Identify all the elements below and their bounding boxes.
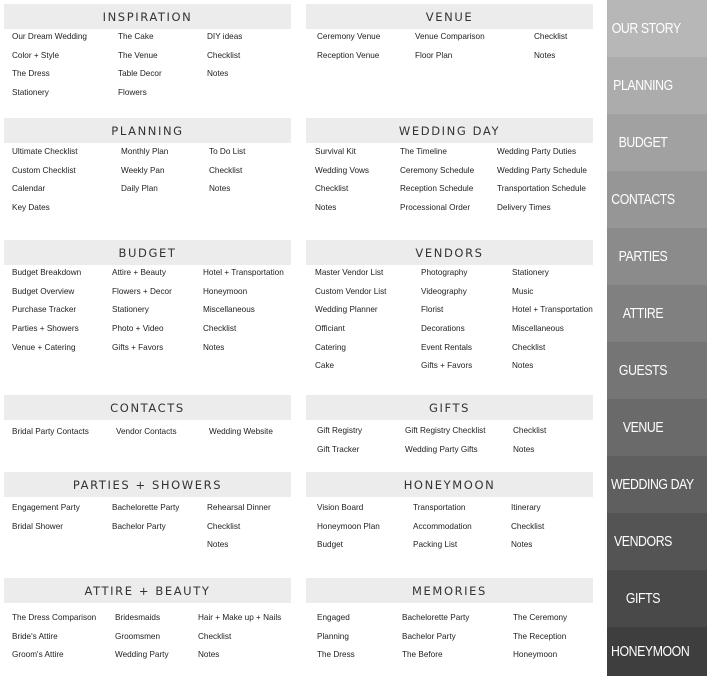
section-vendors-links (306, 240, 593, 380)
section-vendors-column-1 (315, 264, 386, 376)
index-link[interactable]: Hotel + Transportation (203, 268, 284, 277)
index-link[interactable]: The Before (402, 650, 443, 660)
index-link[interactable]: Stationery (12, 88, 49, 98)
section-budget-column-2 (112, 264, 172, 357)
index-link[interactable]: Itinerary (511, 503, 541, 512)
index-link[interactable]: Weekly Pan (121, 165, 165, 175)
index-link[interactable]: Wedding Website (209, 427, 273, 436)
section-attire-beauty-column-3 (198, 609, 281, 665)
index-link[interactable]: Notes (207, 69, 229, 79)
index-link[interactable]: Budget Overview (12, 286, 75, 296)
index-link[interactable]: Catering (315, 342, 346, 352)
index-link[interactable]: Floor Plan (415, 50, 453, 60)
index-link[interactable]: Notes (203, 342, 225, 352)
index-link[interactable]: The Cake (118, 32, 154, 41)
index-link[interactable]: Flowers + Decor (112, 286, 172, 296)
index-link[interactable]: Checklist (511, 521, 545, 531)
index-link[interactable]: Bachelor Party (402, 631, 456, 641)
index-link[interactable]: The Reception (513, 631, 567, 641)
section-vendors (306, 240, 593, 380)
section-gifts-column-1 (317, 422, 362, 459)
index-link[interactable]: Transportation (413, 503, 466, 512)
index-link[interactable]: The Venue (118, 50, 158, 60)
section-vendors-column-3 (512, 264, 593, 376)
section-inspiration (4, 4, 291, 110)
section-memories-title: MEMORIES (306, 578, 593, 603)
section-memories-column-1 (317, 609, 355, 665)
index-link[interactable]: Bridal Shower (12, 521, 63, 531)
index-link[interactable]: Packing List (413, 540, 458, 550)
index-link[interactable]: Reception Venue (317, 50, 380, 60)
section-wedding-day-links (306, 118, 593, 224)
index-link[interactable]: Venue Comparison (415, 32, 485, 41)
index-link[interactable]: Photography (421, 268, 468, 277)
index-link[interactable]: Notes (534, 50, 556, 60)
section-inspiration-title: INSPIRATION (4, 4, 291, 29)
section-venue-title: VENUE (306, 4, 593, 29)
section-vendors-title: VENDORS (306, 240, 593, 265)
index-link[interactable]: Checklist (198, 631, 232, 641)
section-venue-column-3 (534, 28, 567, 65)
sidebar-tab-label: BUDGET (618, 134, 668, 151)
section-wedding-day-column-1 (315, 143, 369, 218)
index-link[interactable]: Master Vendor List (315, 268, 384, 277)
index-link[interactable]: Gift Registry Checklist (405, 426, 486, 435)
index-link[interactable]: Groomsmen (115, 631, 161, 641)
index-link[interactable]: Honeymoon (513, 650, 558, 660)
index-link[interactable]: Bridesmaids (115, 613, 161, 622)
index-link[interactable]: Hair + Make up + Nails (198, 613, 282, 622)
sidebar-tab-label: HONEYMOON (611, 643, 690, 660)
index-link[interactable]: Stationery (512, 268, 549, 277)
section-attire-beauty (4, 578, 291, 673)
section-planning (4, 118, 291, 224)
index-link[interactable]: Budget (317, 540, 343, 550)
index-link[interactable]: Miscellaneous (512, 324, 564, 334)
index-link[interactable]: Vendor Contacts (116, 427, 177, 436)
sidebar-tab-planning[interactable] (607, 57, 707, 114)
sidebar-tab-label: PARTIES (618, 248, 668, 265)
sidebar-tab-label: ATTIRE (622, 305, 664, 322)
index-link[interactable]: Hotel + Transportation (512, 305, 593, 315)
index-link[interactable]: Ceremony Schedule (400, 165, 475, 175)
section-budget-column-1 (12, 264, 81, 357)
index-link[interactable]: Notes (315, 203, 337, 213)
index-link[interactable]: Processional Order (400, 203, 471, 213)
section-budget-links (4, 240, 291, 380)
index-link[interactable]: Notes (511, 540, 533, 550)
index-link[interactable]: Bride's Attire (12, 631, 58, 641)
index-link[interactable]: Daily Plan (121, 184, 158, 194)
section-planning-title: PLANNING (4, 118, 291, 143)
section-honeymoon-column-1 (317, 499, 380, 555)
sidebar-tab-label: OUR STORY (611, 20, 681, 37)
sidebar-tab-gifts[interactable] (607, 570, 707, 627)
index-link[interactable]: Reception Schedule (400, 184, 474, 194)
index-link[interactable]: Budget Breakdown (12, 268, 82, 277)
section-memories-column-2 (402, 609, 469, 665)
index-link[interactable]: Officiant (315, 324, 345, 334)
section-honeymoon (306, 472, 593, 562)
section-parties-showers (4, 472, 291, 562)
index-link[interactable]: Engagement Party (12, 503, 80, 512)
index-link[interactable]: Monthly Plan (121, 147, 169, 156)
index-link[interactable]: Flowers (118, 88, 147, 98)
index-link[interactable]: Accommodation (413, 521, 472, 531)
section-inspiration-column-3 (207, 28, 242, 84)
index-link[interactable]: Wedding Vows (315, 165, 370, 175)
section-vendors-column-2 (421, 264, 472, 376)
index-link[interactable]: Miscellaneous (203, 305, 255, 315)
index-link[interactable]: Attire + Beauty (112, 268, 166, 277)
section-memories-column-3 (513, 609, 567, 665)
index-link[interactable]: To Do List (209, 147, 246, 156)
index-link[interactable]: Bridal Party Contacts (12, 427, 89, 436)
section-venue (306, 4, 593, 110)
section-parties-showers-links (4, 472, 291, 562)
section-attire-beauty-links (4, 578, 291, 673)
section-memories (306, 578, 593, 673)
index-link[interactable]: Notes (207, 540, 229, 550)
section-honeymoon-column-3 (511, 499, 544, 555)
section-contacts-title: CONTACTS (4, 395, 291, 420)
index-link[interactable]: Wedding Party Schedule (497, 165, 587, 175)
section-contacts-column-3 (209, 423, 273, 442)
section-wedding-day (306, 118, 593, 224)
section-planning-links (4, 118, 291, 224)
index-link[interactable]: The Dress (12, 69, 50, 79)
sidebar-tab-label: WEDDING DAY (611, 476, 694, 493)
sidebar-tab-label: VENDORS (613, 533, 672, 550)
index-link[interactable]: Engaged (317, 613, 350, 622)
index-link[interactable]: Photo + Video (112, 324, 164, 334)
section-planning-column-1 (12, 143, 78, 218)
sidebar-tab-label: VENUE (622, 419, 664, 436)
index-link[interactable]: Delivery Times (497, 203, 551, 213)
section-venue-column-1 (317, 28, 380, 65)
section-inspiration-column-1 (12, 28, 87, 103)
sidebar-tab-our-story[interactable] (607, 0, 707, 57)
index-link[interactable]: Checklist (512, 342, 546, 352)
index-link[interactable]: Gifts + Favors (421, 361, 473, 371)
section-wedding-day-title: WEDDING DAY (306, 118, 593, 143)
index-link[interactable]: Event Rentals (421, 342, 472, 352)
index-link[interactable]: The Ceremony (513, 613, 568, 622)
index-link[interactable]: Stationery (112, 305, 149, 315)
index-link[interactable]: Bachelor Party (112, 521, 166, 531)
section-attire-beauty-title: ATTIRE + BEAUTY (4, 578, 291, 603)
sidebar-tab-vendors[interactable] (607, 513, 707, 570)
index-link[interactable]: Ultimate Checklist (12, 147, 78, 156)
index-link[interactable]: Checklist (209, 165, 243, 175)
index-link[interactable]: Wedding Planner (315, 305, 378, 315)
index-link[interactable]: Honeymoon (203, 286, 248, 296)
section-memories-links (306, 578, 593, 673)
index-link[interactable]: Decorations (421, 324, 465, 334)
index-link[interactable]: Music (512, 286, 534, 296)
section-contacts-links (4, 395, 291, 455)
index-link[interactable]: Checklist (207, 521, 241, 531)
index-link[interactable]: Notes (512, 361, 534, 371)
index-link[interactable]: Planning (317, 631, 349, 641)
index-link[interactable]: Custom Vendor List (315, 286, 387, 296)
index-link[interactable]: Venue + Catering (12, 342, 76, 352)
index-link[interactable]: Key Dates (12, 203, 50, 213)
section-honeymoon-column-2 (413, 499, 472, 555)
sidebar-tab-honeymoon[interactable] (607, 627, 707, 676)
index-link[interactable]: DIY ideas (207, 32, 243, 41)
section-contacts-column-1 (12, 423, 89, 442)
index-link[interactable]: Groom's Attire (12, 650, 64, 660)
section-planning-column-3 (209, 143, 245, 199)
sidebar-tab-budget[interactable] (607, 114, 707, 171)
section-gifts (306, 395, 593, 465)
index-link[interactable]: The Dress Comparison (12, 613, 97, 622)
sidebar-tab-label: PLANNING (613, 77, 673, 94)
section-attire-beauty-column-2 (115, 609, 169, 665)
section-venue-column-2 (415, 28, 485, 65)
section-budget-column-3 (203, 264, 284, 357)
section-parties-showers-column-3 (207, 499, 271, 555)
index-link[interactable]: Notes (209, 184, 231, 194)
index-link[interactable]: Notes (513, 444, 535, 454)
index-link[interactable]: Honeymoon Plan (317, 521, 380, 531)
index-link[interactable]: Purchase Tracker (12, 305, 77, 315)
section-budget-title: BUDGET (4, 240, 291, 265)
sidebar-tab-wedding-day[interactable] (607, 456, 707, 513)
index-link[interactable]: Bachelorette Party (402, 613, 470, 622)
sidebar-tab-venue[interactable] (607, 399, 707, 456)
section-budget (4, 240, 291, 380)
section-gifts-title: GIFTS (306, 395, 593, 420)
index-link[interactable]: Videography (421, 286, 467, 296)
index-link[interactable]: Transportation Schedule (497, 184, 586, 194)
index-link[interactable]: Checklist (534, 32, 568, 41)
sidebar-tab-attire[interactable] (607, 285, 707, 342)
index-link[interactable]: Gifts + Favors (112, 342, 164, 352)
index-link[interactable]: Table Decor (118, 69, 162, 79)
section-wedding-day-column-2 (400, 143, 474, 218)
sidebar-tab-label: GUESTS (618, 362, 668, 379)
index-link[interactable]: Wedding Party (115, 650, 169, 660)
section-inspiration-column-2 (118, 28, 162, 103)
section-inspiration-links (4, 4, 291, 110)
section-parties-showers-column-1 (12, 499, 80, 536)
index-link[interactable]: Calendar (12, 184, 46, 194)
index-link[interactable]: Rehearsal Dinner (207, 503, 271, 512)
index-link[interactable]: Ceremony Venue (317, 32, 381, 41)
section-contacts (4, 395, 291, 455)
index-link[interactable]: Survival Kit (315, 147, 356, 156)
sidebar-tab-label: GIFTS (625, 590, 661, 607)
sidebar-tab-strip (607, 0, 694, 676)
index-link[interactable]: Gift Tracker (317, 444, 360, 454)
section-attire-beauty-column-1 (12, 609, 96, 665)
index-link[interactable]: The Timeline (400, 147, 447, 156)
section-gifts-column-3 (513, 422, 546, 459)
section-honeymoon-links (306, 472, 593, 562)
index-link[interactable]: Checklist (207, 50, 241, 60)
index-link[interactable]: Custom Checklist (12, 165, 76, 175)
index-link[interactable]: Wedding Party Gifts (405, 444, 478, 454)
section-honeymoon-title: HONEYMOON (306, 472, 593, 497)
section-venue-links (306, 4, 593, 110)
index-link[interactable]: Parties + Showers (12, 324, 79, 334)
index-link[interactable]: Our Dream Wedding (12, 32, 87, 41)
section-gifts-links (306, 395, 593, 465)
index-link[interactable]: Wedding Party Duties (497, 147, 577, 156)
sidebar-tab-parties[interactable] (607, 228, 707, 285)
index-link[interactable]: Florist (421, 305, 444, 315)
index-link[interactable]: Gift Registry (317, 426, 363, 435)
index-link[interactable]: Bachelorette Party (112, 503, 180, 512)
index-link[interactable]: Checklist (513, 426, 547, 435)
index-link[interactable]: Checklist (203, 324, 237, 334)
sidebar-tab-label: CONTACTS (611, 191, 675, 208)
index-link[interactable]: Cake (315, 361, 335, 371)
section-parties-showers-title: PARTIES + SHOWERS (4, 472, 291, 497)
index-link[interactable]: Vision Board (317, 503, 364, 512)
index-link[interactable]: Notes (198, 650, 220, 660)
section-gifts-column-2 (405, 422, 486, 459)
section-contacts-column-2 (116, 423, 177, 442)
section-wedding-day-column-3 (497, 143, 587, 218)
sidebar-tab-contacts[interactable] (607, 171, 707, 228)
index-link[interactable]: Checklist (315, 184, 349, 194)
section-planning-column-2 (121, 143, 168, 199)
sidebar-tab-guests[interactable] (607, 342, 707, 399)
index-link[interactable]: Color + Style (12, 50, 60, 60)
index-link[interactable]: The Dress (317, 650, 355, 660)
section-parties-showers-column-2 (112, 499, 179, 536)
